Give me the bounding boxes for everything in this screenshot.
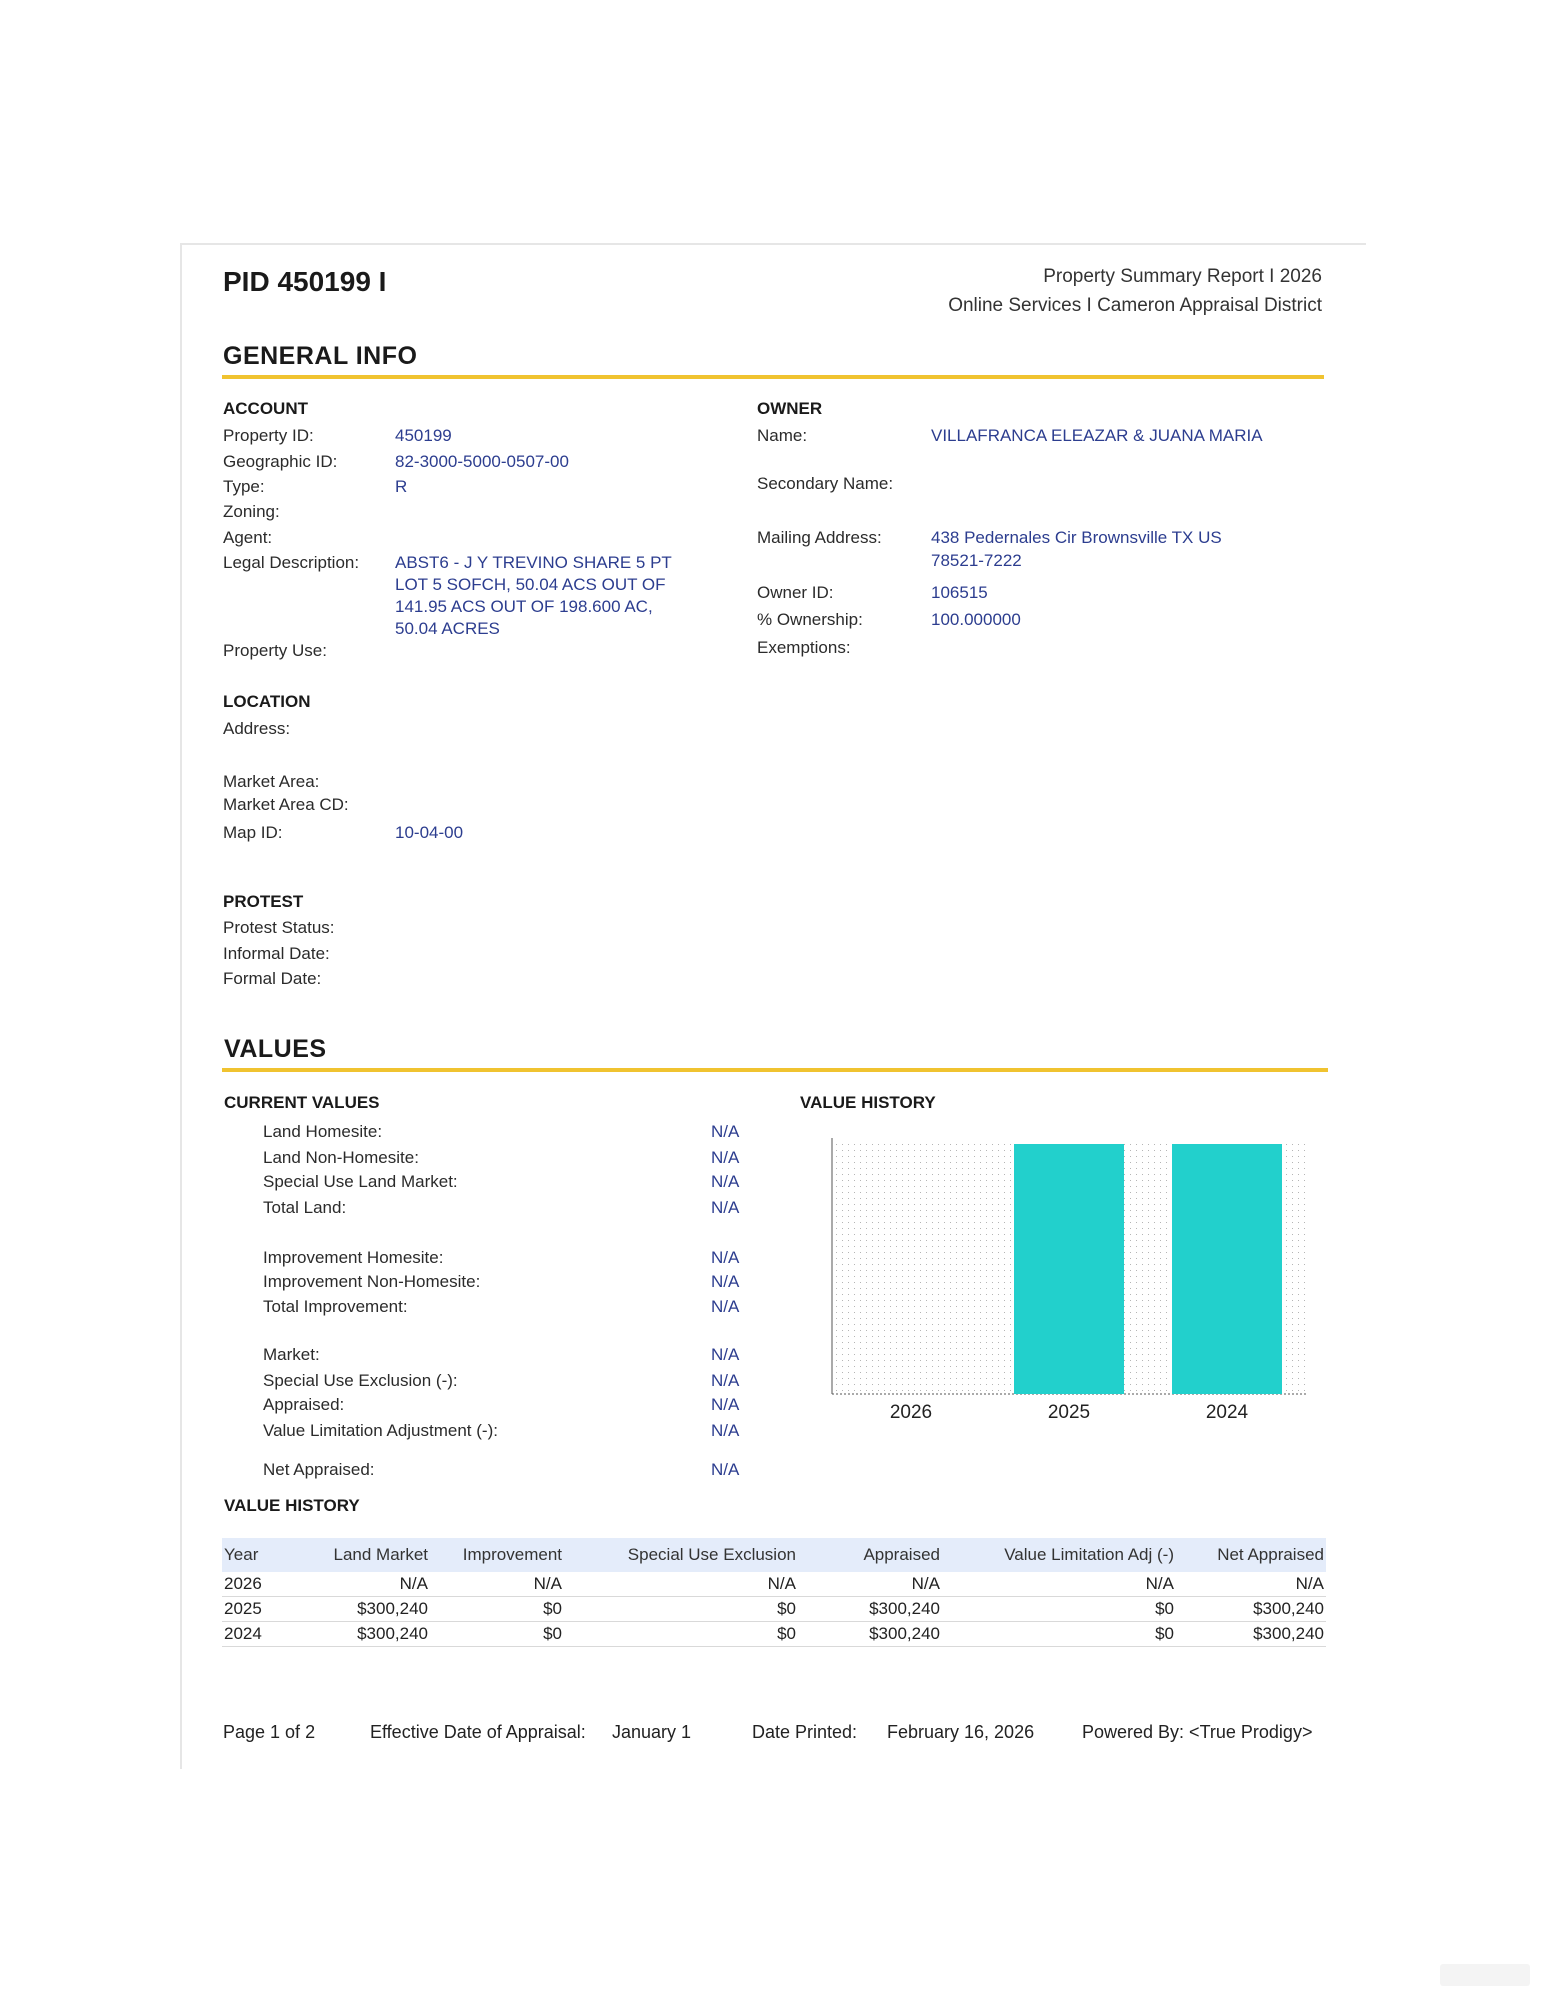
account-heading: ACCOUNT: [223, 399, 308, 418]
table-cell: N/A: [942, 1572, 1176, 1597]
table-cell: $300,240: [798, 1622, 942, 1647]
land-homesite-label: Land Homesite:: [263, 1122, 383, 1141]
report-source: Online Services I Cameron Appraisal District: [948, 295, 1322, 316]
land-non-homesite-label: Land Non-Homesite:: [263, 1148, 419, 1167]
market-area-label: Market Area:: [223, 772, 320, 791]
legal-description-line: LOT 5 SOFCH, 50.04 ACS OUT OF: [395, 575, 666, 594]
table-row: [222, 1572, 1326, 1597]
table-row: [222, 1622, 1326, 1647]
owner-name-label: Name:: [757, 426, 808, 445]
table-cell: $300,240: [1176, 1597, 1326, 1622]
corner-watermark: [1440, 1964, 1530, 1986]
chart-x-tick-label: 2025: [1047, 1402, 1091, 1423]
type-value: R: [395, 477, 408, 496]
protest-status-label: Protest Status:: [223, 918, 335, 937]
property-id-label: Property ID:: [223, 426, 314, 445]
total-land-value: N/A: [711, 1198, 740, 1217]
legal-description-line: 50.04 ACRES: [395, 619, 500, 638]
footer-effective-label: Effective Date of Appraisal:: [370, 1722, 586, 1742]
formal-date-label: Formal Date:: [223, 969, 322, 988]
chart-bar-2025: [1014, 1144, 1124, 1394]
general-info-title: GENERAL INFO: [223, 342, 418, 370]
col-header-net-appraised: Net Appraised: [1176, 1538, 1326, 1572]
special-use-exclusion-value: N/A: [711, 1371, 740, 1390]
map-id-value: 10-04-00: [395, 823, 464, 842]
value-limitation-label: Value Limitation Adjustment (-):: [263, 1421, 498, 1440]
owner-id-value: 106515: [931, 583, 988, 602]
agent-label: Agent:: [223, 528, 273, 547]
improvement-non-homesite-value: N/A: [711, 1272, 740, 1291]
table-cell: $0: [564, 1597, 798, 1622]
total-land-label: Total Land:: [263, 1198, 347, 1217]
address-label: Address:: [223, 719, 291, 738]
footer-page-number: Page 1 of 2: [223, 1722, 316, 1742]
map-id-label: Map ID:: [223, 823, 283, 842]
owner-heading: OWNER: [757, 399, 823, 418]
informal-date-label: Informal Date:: [223, 944, 330, 963]
total-improvement-label: Total Improvement:: [263, 1297, 408, 1316]
owner-id-label: Owner ID:: [757, 583, 834, 602]
mailing-address-line2: 78521-7222: [931, 551, 1022, 570]
market-area-cd-label: Market Area CD:: [223, 795, 349, 814]
special-use-land-label: Special Use Land Market:: [263, 1172, 458, 1191]
footer-printed-label: Date Printed:: [752, 1722, 858, 1742]
geographic-id-label: Geographic ID:: [223, 452, 338, 471]
ownership-label: % Ownership:: [757, 610, 863, 629]
legal-description-line: ABST6 - J Y TREVINO SHARE 5 PT: [395, 553, 672, 572]
col-header-special-use-exclusion: Special Use Exclusion: [564, 1538, 798, 1572]
table-cell: N/A: [1176, 1572, 1326, 1597]
ownership-value: 100.000000: [931, 610, 1021, 629]
value-limitation-value: N/A: [711, 1421, 740, 1440]
page-border-left: [180, 243, 182, 1769]
mailing-address-label: Mailing Address:: [757, 528, 882, 547]
current-values-heading: CURRENT VALUES: [224, 1093, 380, 1112]
col-header-appraised: Appraised: [798, 1538, 942, 1572]
table-cell: $300,240: [296, 1622, 430, 1647]
geographic-id-value: 82-3000-5000-0507-00: [395, 452, 569, 471]
secondary-name-label: Secondary Name:: [757, 474, 894, 493]
table-cell: $0: [942, 1597, 1176, 1622]
col-header-improvement: Improvement: [430, 1538, 564, 1572]
appraised-value: N/A: [711, 1395, 740, 1414]
values-title: VALUES: [224, 1035, 327, 1063]
total-improvement-value: N/A: [711, 1297, 740, 1316]
owner-name-value: VILLAFRANCA ELEAZAR & JUANA MARIA: [931, 426, 1263, 445]
chart-x-tick-label: 2024: [1205, 1402, 1249, 1423]
improvement-homesite-value: N/A: [711, 1248, 740, 1267]
page-border-top: [180, 243, 1366, 245]
value-history-table: [222, 1538, 1326, 1647]
col-header-value-limitation: Value Limitation Adj (-): [942, 1538, 1176, 1572]
general-info-rule: [222, 375, 1324, 379]
table-cell: 2025: [222, 1597, 296, 1622]
value-history-chart-heading: VALUE HISTORY: [800, 1093, 936, 1112]
chart-bar-2024: [1172, 1144, 1282, 1394]
net-appraised-label: Net Appraised:: [263, 1460, 375, 1479]
legal-description-line: 141.95 ACS OUT OF 198.600 AC,: [395, 597, 653, 616]
value-history-table-heading: VALUE HISTORY: [224, 1496, 360, 1515]
appraised-label: Appraised:: [263, 1395, 345, 1414]
net-appraised-value: N/A: [711, 1460, 740, 1479]
col-header-land-market: Land Market: [296, 1538, 430, 1572]
mailing-address-line1: 438 Pedernales Cir Brownsville TX US: [931, 528, 1222, 547]
table-header-row: [222, 1538, 1326, 1572]
table-cell: $300,240: [296, 1597, 430, 1622]
market-value: N/A: [711, 1345, 740, 1364]
footer-powered-by: Powered By: <True Prodigy>: [1082, 1722, 1313, 1742]
report-title: Property Summary Report I 2026: [1043, 266, 1322, 287]
exemptions-label: Exemptions:: [757, 638, 851, 657]
special-use-exclusion-label: Special Use Exclusion (-):: [263, 1371, 458, 1390]
protest-heading: PROTEST: [223, 892, 304, 911]
property-id-value: 450199: [395, 426, 452, 445]
col-header-year: Year: [222, 1538, 296, 1572]
land-homesite-value: N/A: [711, 1122, 740, 1141]
table-row: [222, 1597, 1326, 1622]
type-label: Type:: [223, 477, 265, 496]
table-cell: $300,240: [1176, 1622, 1326, 1647]
footer-printed-value: February 16, 2026: [887, 1722, 1035, 1742]
footer-effective-value: January 1: [612, 1722, 692, 1742]
value-history-chart: [800, 1132, 1320, 1442]
improvement-non-homesite-label: Improvement Non-Homesite:: [263, 1272, 481, 1291]
table-cell: $300,240: [798, 1597, 942, 1622]
property-use-label: Property Use:: [223, 641, 327, 660]
table-cell: $0: [430, 1622, 564, 1647]
table-cell: N/A: [430, 1572, 564, 1597]
pid-title: PID 450199 I: [223, 266, 387, 297]
zoning-label: Zoning:: [223, 502, 280, 521]
land-non-homesite-value: N/A: [711, 1148, 740, 1167]
values-rule: [222, 1068, 1328, 1072]
table-cell: $0: [430, 1597, 564, 1622]
table-cell: $0: [564, 1622, 798, 1647]
table-cell: 2024: [222, 1622, 296, 1647]
table-cell: N/A: [798, 1572, 942, 1597]
chart-x-tick-label: 2026: [889, 1402, 933, 1423]
table-cell: N/A: [296, 1572, 430, 1597]
special-use-land-value: N/A: [711, 1172, 740, 1191]
table-cell: 2026: [222, 1572, 296, 1597]
market-label: Market:: [263, 1345, 320, 1364]
improvement-homesite-label: Improvement Homesite:: [263, 1248, 444, 1267]
location-heading: LOCATION: [223, 692, 311, 711]
table-cell: $0: [942, 1622, 1176, 1647]
table-cell: N/A: [564, 1572, 798, 1597]
legal-description-label: Legal Description:: [223, 553, 360, 572]
